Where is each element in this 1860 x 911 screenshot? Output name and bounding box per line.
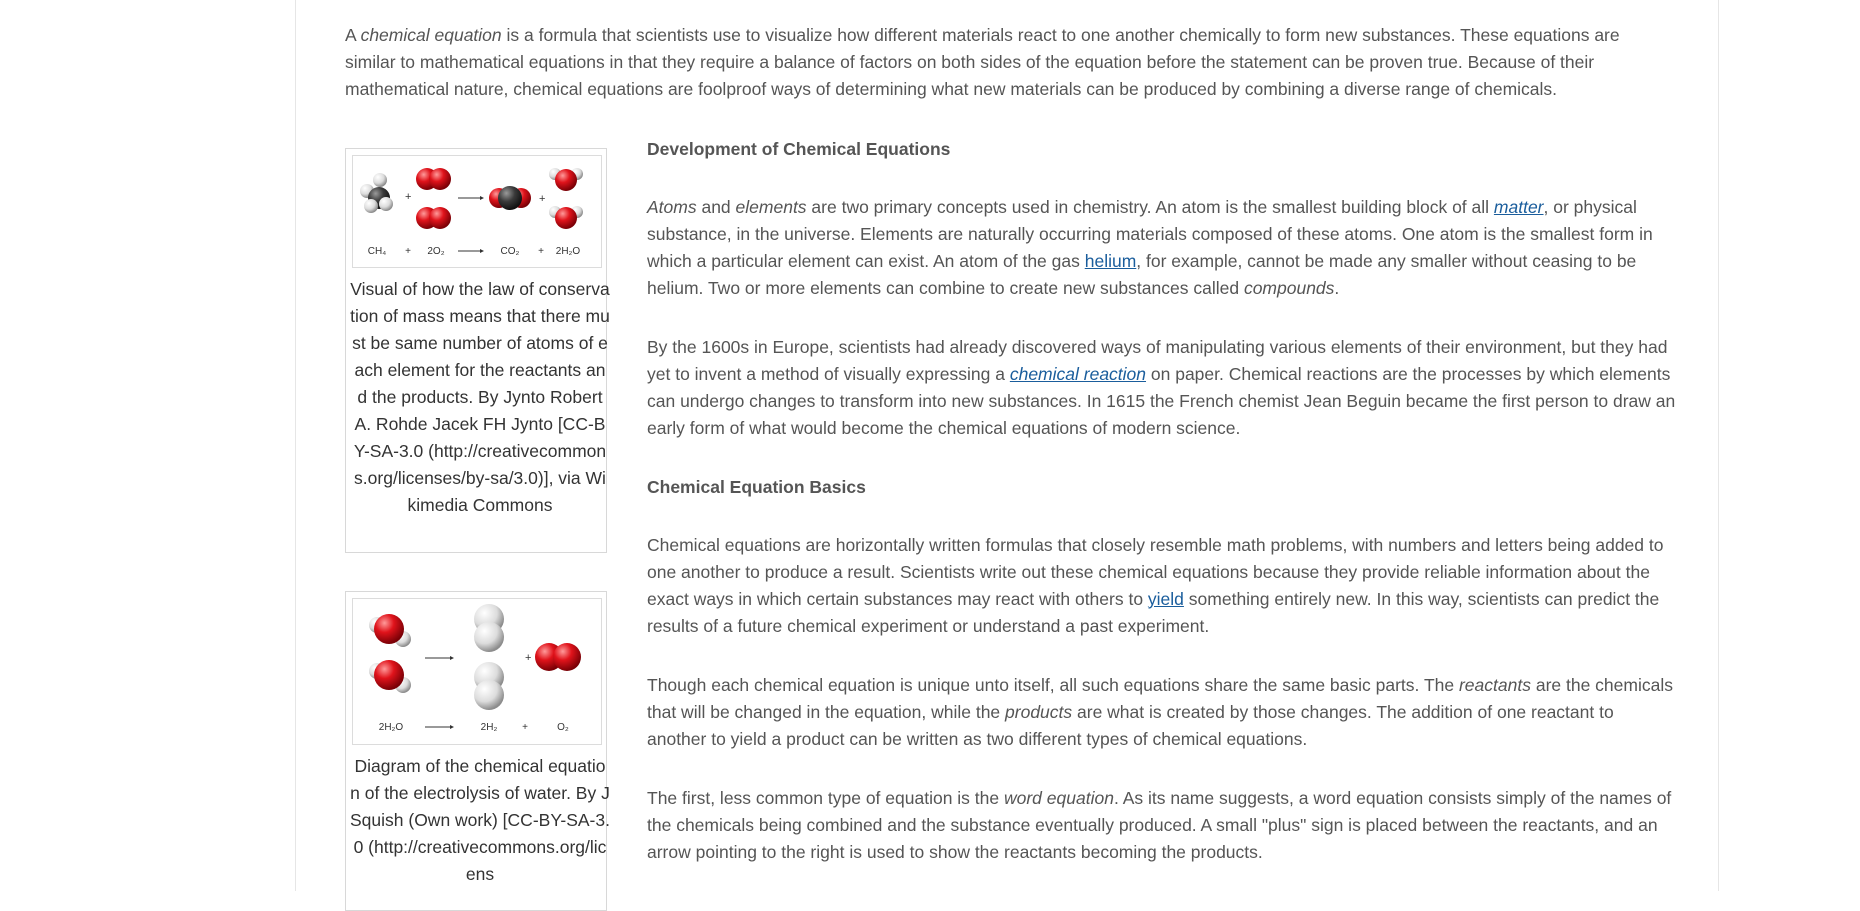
carbon-dioxide-molecule xyxy=(489,186,531,210)
term-compounds: compounds xyxy=(1243,278,1335,298)
figure-electrolysis-water xyxy=(345,591,610,911)
figure-methane-combustion xyxy=(345,148,610,553)
article-body xyxy=(647,136,1677,898)
svg-text:+: + xyxy=(525,652,532,664)
eq-label-plus-2: + xyxy=(538,246,544,257)
intro-text-1: A xyxy=(345,25,361,45)
text: are what is created by those changes. The addition of one reactant to another to yield a product can be written as two different types of chemical equations. xyxy=(647,702,1614,749)
text: are the chemicals that will be changed in the equation, while the xyxy=(647,675,1673,722)
water-molecules xyxy=(369,614,411,693)
eq-label-plus: + xyxy=(522,722,528,733)
paragraph-atoms-elements xyxy=(647,194,1677,302)
link-chemical-reaction[interactable]: chemical reaction xyxy=(1009,364,1147,384)
hydrogen-molecules xyxy=(474,604,504,710)
text: Chemical equations are horizontally written formulas that closely resemble math problems, with numbers and letters being added to one another to produce a result. Scientists write out these chemical equations because they provide reliable information about the exact ways in which certain substances may react with others to xyxy=(647,535,1664,609)
intro-text-2: is a formula that scientists use to visualize how different materials react to one another chemically to form new substances. These equations are similar to mathematical equations in that they require a balance of factors on both sides of the equation before the statement can be proven true. Because of their mathematical nature, chemical equations are foolproof ways of determining what new materials can be produced by combining a diverse range of chemicals. xyxy=(345,25,1620,99)
term-reactants: reactants xyxy=(1458,675,1531,695)
text: are two primary concepts used in chemistry. An atom is the smallest building block of all xyxy=(806,197,1494,217)
methane-molecule xyxy=(360,173,393,213)
link-matter[interactable]: matter xyxy=(1493,197,1544,217)
eq-label-2h2: 2H₂ xyxy=(480,722,498,733)
electrolysis-diagram xyxy=(353,599,601,744)
paragraph-history xyxy=(647,334,1677,442)
text: something entirely new. In this way, scientists can predict the results of a future chemical experiment or understand a past experiment. xyxy=(647,589,1660,636)
link-helium[interactable]: helium xyxy=(1084,251,1137,271)
paragraph-parts xyxy=(647,672,1677,753)
water-molecules xyxy=(549,168,583,229)
heading-basics: Chemical Equation Basics xyxy=(647,477,866,497)
methane-combustion-diagram xyxy=(353,156,601,267)
electrolysis-image xyxy=(352,598,602,745)
term-word-equation: word equation xyxy=(1003,788,1114,808)
text: and xyxy=(696,197,736,217)
text: Though each chemical equation is unique unto itself, all such equations share the same basic parts. The xyxy=(647,675,1459,695)
eq-label-o2: O₂ xyxy=(557,722,569,733)
text: , or physical substance, in the universe. Elements are naturally occurring materials composed of these atoms. One atom is the smallest form in which a particular element can exist. An atom of the gas xyxy=(647,197,1653,271)
figure-caption: Visual of how the law of conservation of mass means that there must be same number of atoms of each element for the reactants and the products. By Jynto Robert A. Rohde Jacek FH Jynto [CC-BY-SA-3.0 (http://creativecommons.org/licenses/by-sa/3.0)], via Wikimedia Commons xyxy=(350,279,610,515)
article-page xyxy=(295,0,1719,891)
term-atoms: Atoms xyxy=(647,197,697,217)
svg-text:+: + xyxy=(539,193,546,205)
intro-term-chemical-equation: chemical equation xyxy=(360,25,502,45)
term-products: products xyxy=(1005,702,1073,722)
eq-label-ch4: CH₄ xyxy=(367,246,387,257)
text: , for example, cannot be made any smaller without ceasing to be helium. Two or more elements can combine to create new substances called xyxy=(647,251,1637,298)
svg-text:+: + xyxy=(405,191,412,203)
heading-development: Development of Chemical Equations xyxy=(647,139,951,159)
text: on paper. Chemical reactions are the processes by which elements can undergo changes to transform into new substances. In 1615 the French chemist Jean Beguin became the first person to draw an early form of what would become the chemical equations of modern science. xyxy=(647,364,1676,438)
paragraph-basics xyxy=(647,532,1677,640)
oxygen-molecules xyxy=(416,168,451,229)
eq-label-2h2o: 2H₂O xyxy=(555,246,581,257)
paragraph-word-equation xyxy=(647,785,1677,866)
eq-label-2h2o: 2H₂O xyxy=(378,722,404,733)
text: The first, less common type of equation is the xyxy=(647,788,1004,808)
eq-label-2o2: 2O₂ xyxy=(427,246,445,257)
eq-label-plus-1: + xyxy=(405,246,411,257)
eq-label-co2: CO₂ xyxy=(500,246,520,257)
term-elements: elements xyxy=(735,197,807,217)
oxygen-molecule xyxy=(535,643,581,671)
text: By the 1600s in Europe, scientists had already discovered ways of manipulating various elements of their environment, but they had yet to invent a method of visually expressing a xyxy=(647,337,1668,384)
methane-combustion-image xyxy=(352,155,602,268)
link-yield[interactable]: yield xyxy=(1147,589,1184,609)
text: . xyxy=(1334,278,1340,298)
figure-caption: Diagram of the chemical equation of the electrolysis of water. By JSquish (Own work) [CC-BY-SA-3.0 (http://creativecommons.org/licens xyxy=(350,756,610,884)
text: . As its name suggests, a word equation consists simply of the names of the chemicals being combined and the substance eventually produced. A small "plus" sign is placed between the reactants, and an arrow pointing to the right is used to show the reactants becoming the products. xyxy=(647,788,1672,862)
intro-paragraph xyxy=(345,22,1675,103)
